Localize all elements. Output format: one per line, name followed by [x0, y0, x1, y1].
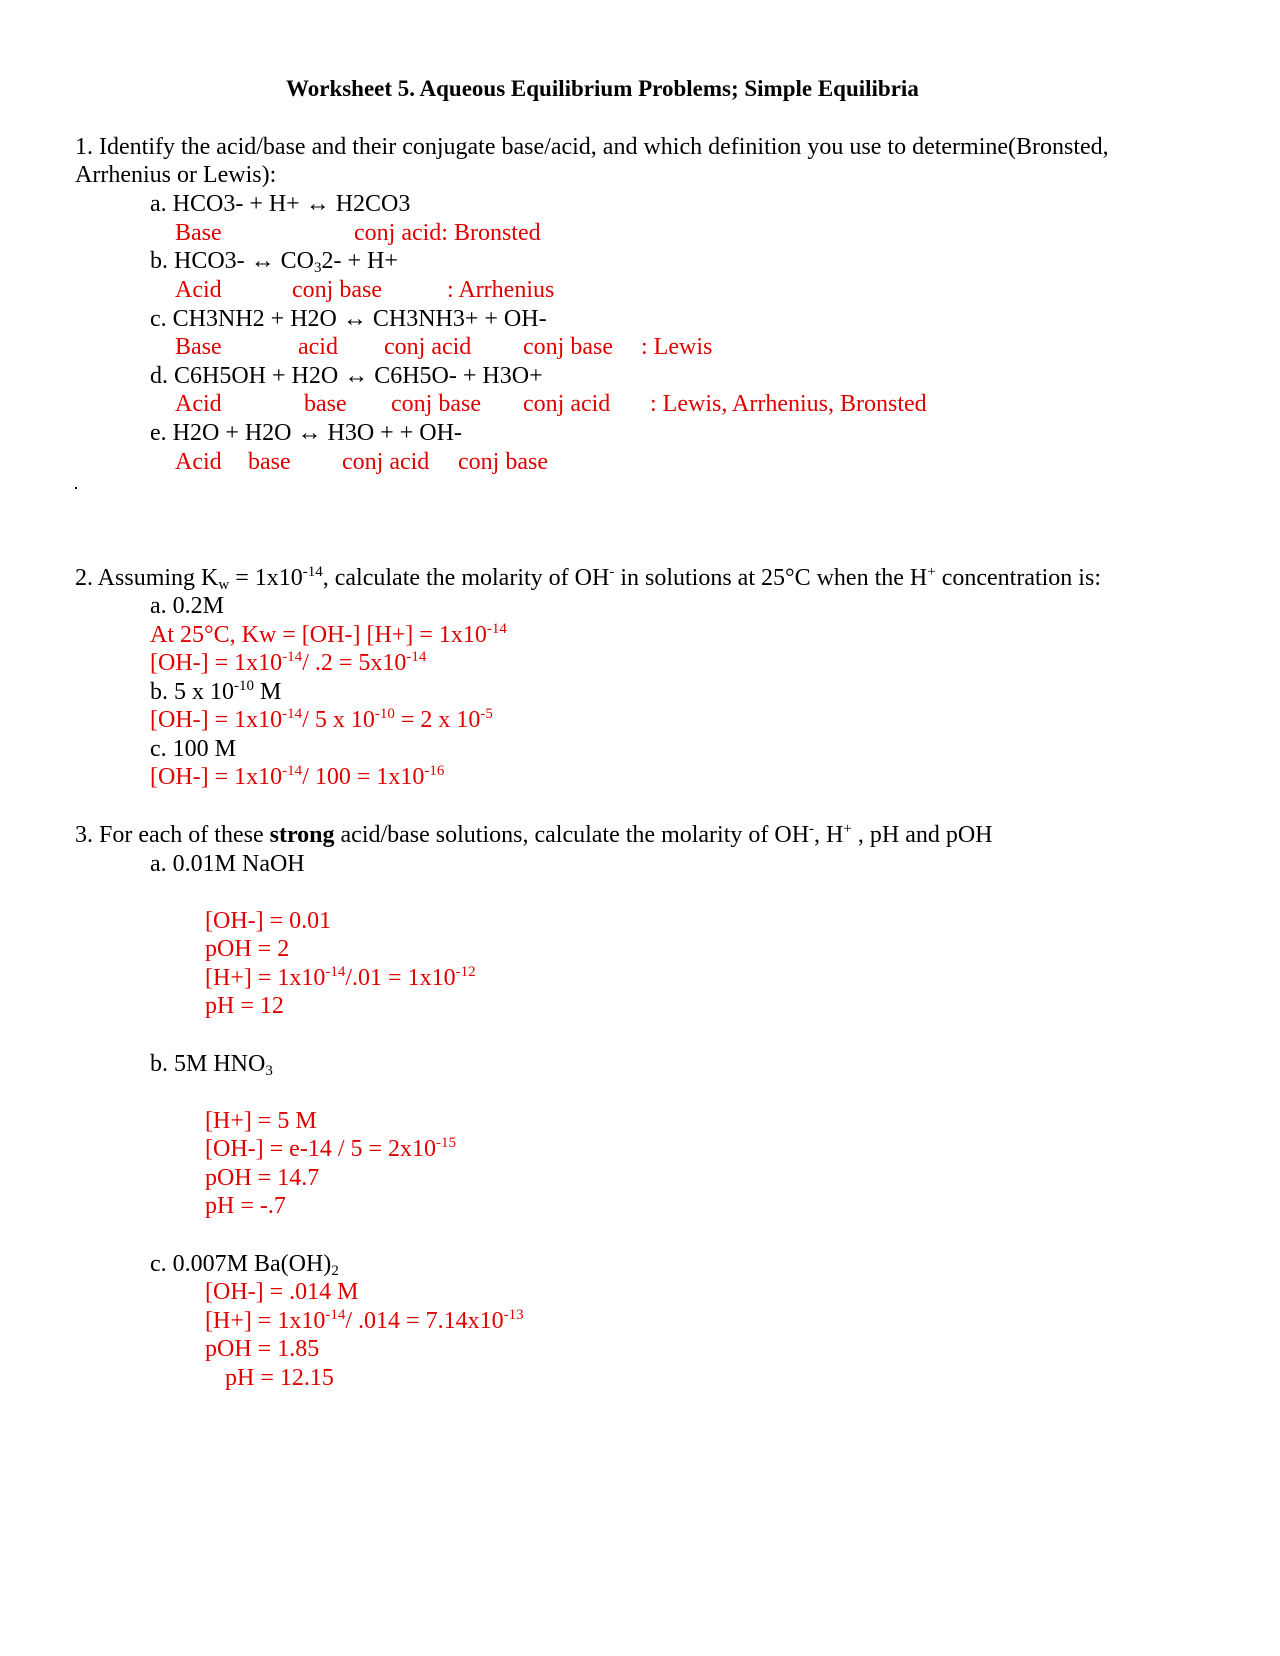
q1b-answer-2: conj base [292, 277, 382, 303]
q1b-answer-3: : Arrhenius [447, 277, 555, 303]
q1c-answer-1: Base [175, 334, 222, 360]
q3b-answer-line-2: $[OH-] = e-14 / 5 = 2x10^{-15}$ [205, 1135, 457, 1162]
q3a-answer-line-2: pOH = 2 [205, 936, 290, 962]
q1e-answer-2: base [248, 449, 291, 475]
q3a-answer-line-4: pH = 12 [205, 993, 284, 1019]
q1e-equation: e. H2O + H2O ↔ H3O + + OH- [150, 420, 462, 446]
q3a-answer-line-3: $[H+] = 1x10^{-14}/.01 = 1x10^{-12}$ [205, 964, 476, 991]
q1d-answer-3: conj base [391, 391, 481, 417]
q1d-answer-5: : Lewis, Arrhenius, Bronsted [650, 391, 927, 417]
q1d-answer-1: Acid [175, 391, 222, 417]
q3c-answer-line-1: [OH-] = .014 M [205, 1279, 359, 1305]
q1e-answer-4: conj base [458, 449, 548, 475]
q1c-answer-5: : Lewis [641, 334, 713, 360]
q1b-answer-1: Acid [175, 277, 222, 303]
q1d-answer-4: conj acid [523, 391, 611, 417]
q3b-answer-line-3: pOH = 14.7 [205, 1165, 320, 1191]
q3b-answer-line-4: pH = -.7 [205, 1193, 286, 1219]
q3b-answer-line-1: [H+] = 5 M [205, 1108, 317, 1134]
q3c-answer-line-3: pOH = 1.85 [205, 1336, 320, 1362]
q3c-answer-line-4: pH = 12.15 [225, 1365, 334, 1391]
q3c-answer-line-2: $[H+] = 1x10^{-14}/$ $.014 = 7.14x10^{-13}$ [205, 1307, 524, 1334]
q1a-answer-1: Base [175, 220, 222, 246]
q1e-answer-3: conj acid [342, 449, 430, 475]
q2a-answer-line-2: $[OH-] = 1x10^{-14}/$ $.2 = 5x10^{-14}$ [150, 649, 427, 676]
q3a-answer-line-1: [OH-] = 0.01 [205, 908, 332, 934]
q2b-answer-line-1: $[OH-] = 1x10^{-14}/$ 5 x $10^{-10} = 2$ x $10^{-5}$ [150, 706, 493, 733]
q3b-label: b. 5M $HNO_3$ [150, 1051, 273, 1079]
q2c-label: c. 100 M [150, 736, 236, 762]
q1d-answer-2: base [304, 391, 347, 417]
question-1-text-cont: Arrhenius or Lewis): [75, 162, 277, 188]
question-2-text: 2. Assuming $K_w = 1x10^{-14}$, calculate the molarity of OH- in solutions at 25°C when the H+ concentration is: [75, 564, 1101, 593]
q1e-answer-1: Acid [175, 449, 222, 475]
q2c-answer-line-1: $[OH-] = 1x10^{-14}/$ $100 = 1x10^{-16}$ [150, 763, 445, 790]
q1a-equation: a. HCO3- + H+ ↔ H2CO3 [150, 191, 411, 217]
stray-dash-mark [75, 487, 77, 489]
question-1-text: 1. Identify the acid/base and their conjugate base/acid, and which definition you use to determine(Bronsted, [75, 134, 1109, 160]
q1c-answer-4: conj base [523, 334, 613, 360]
q1c-equation: c. CH3NH2 + H2O ↔ CH3NH3+ + OH- [150, 306, 547, 332]
q2a-answer-line-1: At 25°C, Kw = [OH-] $[H+] = 1x10^{-14}$ [150, 621, 507, 648]
q1b-equation: b. HCO3- ↔ $CO_32- + H+$ [150, 248, 398, 276]
q1a-answer-2: conj acid: Bronsted [354, 220, 541, 246]
q2b-label: b. 5 x $10^{-10}$ M [150, 678, 282, 705]
page-title: Worksheet 5. Aqueous Equilibrium Problems; Simple Equilibria [286, 76, 919, 101]
q2a-label: a. 0.2M [150, 593, 224, 619]
q1d-equation: d. C6H5OH + H2O ↔ C6H5O- + H3O+ [150, 363, 543, 389]
q1c-answer-3: conj acid [384, 334, 472, 360]
question-3-text: 3. For each of these strong acid/base solutions, calculate the molarity of OH-, H+ , pH and pOH [75, 821, 993, 848]
q3c-label: c. 0.007M $Ba(OH)_2$ [150, 1251, 339, 1279]
q3a-label: a. 0.01M NaOH [150, 851, 305, 877]
q1c-answer-2: acid [298, 334, 338, 360]
